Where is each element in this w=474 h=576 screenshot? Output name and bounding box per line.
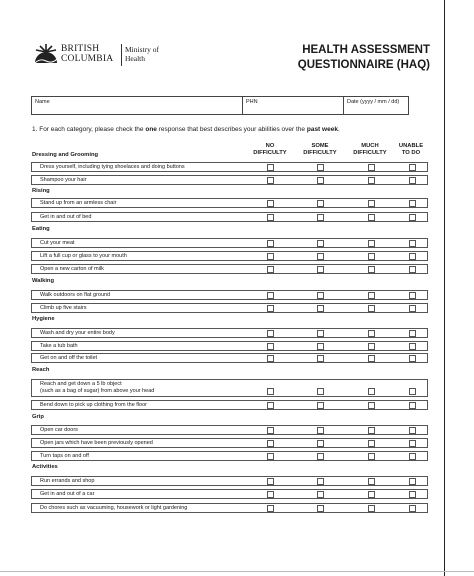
- unable-to-do-checkbox[interactable]: [409, 491, 416, 498]
- instruction-bold-one: one: [145, 126, 157, 133]
- name-label: Name: [35, 99, 50, 105]
- much-difficulty-checkbox[interactable]: [368, 330, 375, 337]
- no-difficulty-checkbox[interactable]: [267, 402, 274, 409]
- some-difficulty-checkbox[interactable]: [317, 177, 324, 184]
- category-heading: Activities: [32, 464, 58, 470]
- some-difficulty-checkbox[interactable]: [317, 505, 324, 512]
- no-difficulty-checkbox[interactable]: [267, 388, 274, 395]
- question-row: [31, 251, 428, 261]
- much-difficulty-checkbox[interactable]: [368, 402, 375, 409]
- category-heading: Reach: [32, 367, 50, 373]
- no-difficulty-checkbox[interactable]: [267, 505, 274, 512]
- question-label: Wash and dry your entire body: [40, 330, 115, 336]
- question-row: [31, 503, 428, 513]
- question-label: Turn taps on and off: [40, 453, 89, 459]
- no-difficulty-checkbox[interactable]: [267, 214, 274, 221]
- question-label: Open a new carton of milk: [40, 266, 104, 272]
- question-label: Reach and get down a 5 lb object (such as a bag of sugar) from above your head: [40, 381, 155, 394]
- instruction-post: .: [337, 126, 340, 133]
- instructions: [32, 126, 340, 133]
- some-difficulty-checkbox[interactable]: [317, 440, 324, 447]
- some-difficulty-checkbox[interactable]: [317, 305, 324, 312]
- unable-to-do-checkbox[interactable]: [409, 427, 416, 434]
- unable-to-do-checkbox[interactable]: [409, 164, 416, 171]
- unable-to-do-checkbox[interactable]: [409, 330, 416, 337]
- category-heading: Rising: [32, 188, 50, 194]
- unable-to-do-checkbox[interactable]: [409, 305, 416, 312]
- category-heading: Grip: [32, 414, 44, 420]
- some-difficulty-checkbox[interactable]: [317, 240, 324, 247]
- question-row: [31, 198, 428, 208]
- much-difficulty-checkbox[interactable]: [368, 427, 375, 434]
- unable-to-do-checkbox[interactable]: [409, 266, 416, 273]
- question-label: Get on and off the toilet: [40, 355, 98, 361]
- date-label: Date (yyyy / mm / dd): [347, 99, 400, 105]
- question-label: Shampoo your hair: [40, 177, 87, 183]
- question-row: [31, 353, 428, 363]
- unable-to-do-checkbox[interactable]: [409, 343, 416, 350]
- unable-to-do-checkbox[interactable]: [409, 440, 416, 447]
- instruction-pre: 1. For each category, please check the: [32, 126, 146, 133]
- much-difficulty-checkbox[interactable]: [368, 388, 375, 395]
- question-row: [31, 476, 428, 486]
- no-difficulty-checkbox[interactable]: [267, 292, 274, 299]
- much-difficulty-checkbox[interactable]: [368, 478, 375, 485]
- much-difficulty-checkbox[interactable]: [368, 355, 375, 362]
- instruction-mid: response that best describes your abilities over the: [156, 126, 307, 133]
- date-field[interactable]: [343, 97, 408, 114]
- col-line1: SOME: [311, 143, 329, 149]
- category-heading: Dressing and Grooming: [32, 152, 99, 158]
- no-difficulty-checkbox[interactable]: [267, 253, 274, 260]
- no-difficulty-checkbox[interactable]: [267, 305, 274, 312]
- some-difficulty-checkbox[interactable]: [317, 355, 324, 362]
- unable-to-do-checkbox[interactable]: [409, 292, 416, 299]
- logo-divider: [121, 44, 122, 66]
- ministry-line2: Health: [125, 54, 145, 63]
- much-difficulty-checkbox[interactable]: [368, 453, 375, 460]
- some-difficulty-checkbox[interactable]: [317, 427, 324, 434]
- much-difficulty-checkbox[interactable]: [368, 164, 375, 171]
- some-difficulty-checkbox[interactable]: [317, 164, 324, 171]
- no-difficulty-checkbox[interactable]: [267, 330, 274, 337]
- question-label: Dress yourself, including tying shoelaces and doing buttons: [40, 164, 185, 170]
- no-difficulty-checkbox[interactable]: [267, 453, 274, 460]
- much-difficulty-checkbox[interactable]: [368, 491, 375, 498]
- question-row: [31, 290, 428, 300]
- question-row: [31, 438, 428, 448]
- col-line2: DIFFICULTY: [253, 150, 287, 156]
- phn-label: PHN: [246, 99, 258, 105]
- question-label: Climb up five stairs: [40, 305, 87, 311]
- much-difficulty-checkbox[interactable]: [368, 214, 375, 221]
- bc-sun-logo-icon: [33, 43, 59, 65]
- page-title: [298, 43, 430, 73]
- much-difficulty-checkbox[interactable]: [368, 440, 375, 447]
- category-heading: Walking: [32, 278, 55, 284]
- col-line1: MUCH: [361, 143, 379, 149]
- bottom-rule: [0, 571, 474, 572]
- question-label: Do chores such as vacuuming, housework or light gardening: [40, 505, 188, 511]
- some-difficulty-checkbox[interactable]: [317, 478, 324, 485]
- unable-to-do-checkbox[interactable]: [409, 177, 416, 184]
- instruction-bold-past-week: past week: [306, 126, 338, 133]
- no-difficulty-checkbox[interactable]: [267, 355, 274, 362]
- org-line1: BRITISH: [61, 44, 100, 54]
- question-label: Open car doors: [40, 427, 78, 433]
- category-heading: Hygiene: [32, 316, 55, 322]
- unable-to-do-checkbox[interactable]: [409, 200, 416, 207]
- category-heading: Eating: [32, 226, 50, 232]
- org-line2: COLUMBIA: [61, 54, 114, 64]
- question-row: [31, 162, 428, 172]
- question-row: [31, 328, 428, 338]
- no-difficulty-checkbox[interactable]: [267, 491, 274, 498]
- question-label: Walk outdoors on flat ground: [40, 292, 111, 298]
- question-row: [31, 341, 428, 351]
- some-difficulty-checkbox[interactable]: [317, 253, 324, 260]
- much-difficulty-checkbox[interactable]: [368, 253, 375, 260]
- question-label: Take a tub bath: [40, 343, 78, 349]
- much-difficulty-checkbox[interactable]: [368, 292, 375, 299]
- question-row: [31, 303, 428, 313]
- no-difficulty-checkbox[interactable]: [267, 164, 274, 171]
- much-difficulty-checkbox[interactable]: [368, 305, 375, 312]
- much-difficulty-checkbox[interactable]: [368, 266, 375, 273]
- unable-to-do-checkbox[interactable]: [409, 388, 416, 395]
- question-label: Lift a full cup or glass to your mouth: [40, 253, 127, 259]
- col-line2: DIFFICULTY: [303, 150, 337, 156]
- no-difficulty-checkbox[interactable]: [267, 177, 274, 184]
- phn-field[interactable]: [242, 97, 343, 114]
- bc-logo: [33, 41, 173, 71]
- some-difficulty-checkbox[interactable]: [317, 214, 324, 221]
- unable-to-do-checkbox[interactable]: [409, 453, 416, 460]
- title-line2: QUESTIONNAIRE (HAQ): [297, 59, 430, 71]
- unable-to-do-checkbox[interactable]: [409, 214, 416, 221]
- much-difficulty-checkbox[interactable]: [368, 177, 375, 184]
- some-difficulty-checkbox[interactable]: [317, 266, 324, 273]
- name-field[interactable]: [32, 97, 242, 114]
- much-difficulty-checkbox[interactable]: [368, 200, 375, 207]
- question-row: [31, 175, 428, 185]
- page-edge-rule: [444, 0, 445, 576]
- col-line2: TO DO: [401, 150, 421, 156]
- some-difficulty-checkbox[interactable]: [317, 453, 324, 460]
- no-difficulty-checkbox[interactable]: [267, 440, 274, 447]
- some-difficulty-checkbox[interactable]: [317, 292, 324, 299]
- no-difficulty-checkbox[interactable]: [267, 427, 274, 434]
- question-label: Run errands and shop: [40, 478, 95, 484]
- question-label: Get in and out of bed: [40, 214, 92, 220]
- no-difficulty-checkbox[interactable]: [267, 266, 274, 273]
- col-line2: DIFFICULTY: [353, 150, 387, 156]
- ministry-name: [125, 45, 159, 63]
- unable-to-do-checkbox[interactable]: [409, 355, 416, 362]
- question-row: [31, 425, 428, 435]
- ministry-line1: Ministry of: [125, 45, 159, 54]
- question-row: [31, 264, 428, 274]
- question-label: Open jars which have been previously opened: [40, 440, 153, 446]
- question-label: Bend down to pick up clothing from the floor: [40, 402, 148, 408]
- col-unable-to-do: [381, 143, 441, 157]
- unable-to-do-checkbox[interactable]: [409, 402, 416, 409]
- question-row: [31, 400, 428, 410]
- question-label: Cut your meat: [40, 240, 75, 246]
- some-difficulty-checkbox[interactable]: [317, 200, 324, 207]
- unable-to-do-checkbox[interactable]: [409, 240, 416, 247]
- unable-to-do-checkbox[interactable]: [409, 505, 416, 512]
- some-difficulty-checkbox[interactable]: [317, 330, 324, 337]
- no-difficulty-checkbox[interactable]: [267, 200, 274, 207]
- much-difficulty-checkbox[interactable]: [368, 505, 375, 512]
- col-line1: UNABLE: [398, 143, 424, 149]
- some-difficulty-checkbox[interactable]: [317, 402, 324, 409]
- org-name: [61, 44, 113, 64]
- no-difficulty-checkbox[interactable]: [267, 240, 274, 247]
- question-row: [31, 451, 428, 461]
- some-difficulty-checkbox[interactable]: [317, 343, 324, 350]
- col-line1: NO: [265, 143, 275, 149]
- question-row: [31, 379, 428, 397]
- no-difficulty-checkbox[interactable]: [267, 343, 274, 350]
- unable-to-do-checkbox[interactable]: [409, 253, 416, 260]
- unable-to-do-checkbox[interactable]: [409, 478, 416, 485]
- much-difficulty-checkbox[interactable]: [368, 343, 375, 350]
- title-line1: HEALTH ASSESSMENT: [302, 44, 430, 56]
- no-difficulty-checkbox[interactable]: [267, 478, 274, 485]
- question-row: [31, 212, 428, 222]
- much-difficulty-checkbox[interactable]: [368, 240, 375, 247]
- patient-info-box: [31, 96, 409, 115]
- question-label: Stand up from an armless chair: [40, 200, 117, 206]
- some-difficulty-checkbox[interactable]: [317, 388, 324, 395]
- question-row: [31, 489, 428, 499]
- some-difficulty-checkbox[interactable]: [317, 491, 324, 498]
- question-row: [31, 238, 428, 248]
- question-label: Get in and out of a car: [40, 491, 95, 497]
